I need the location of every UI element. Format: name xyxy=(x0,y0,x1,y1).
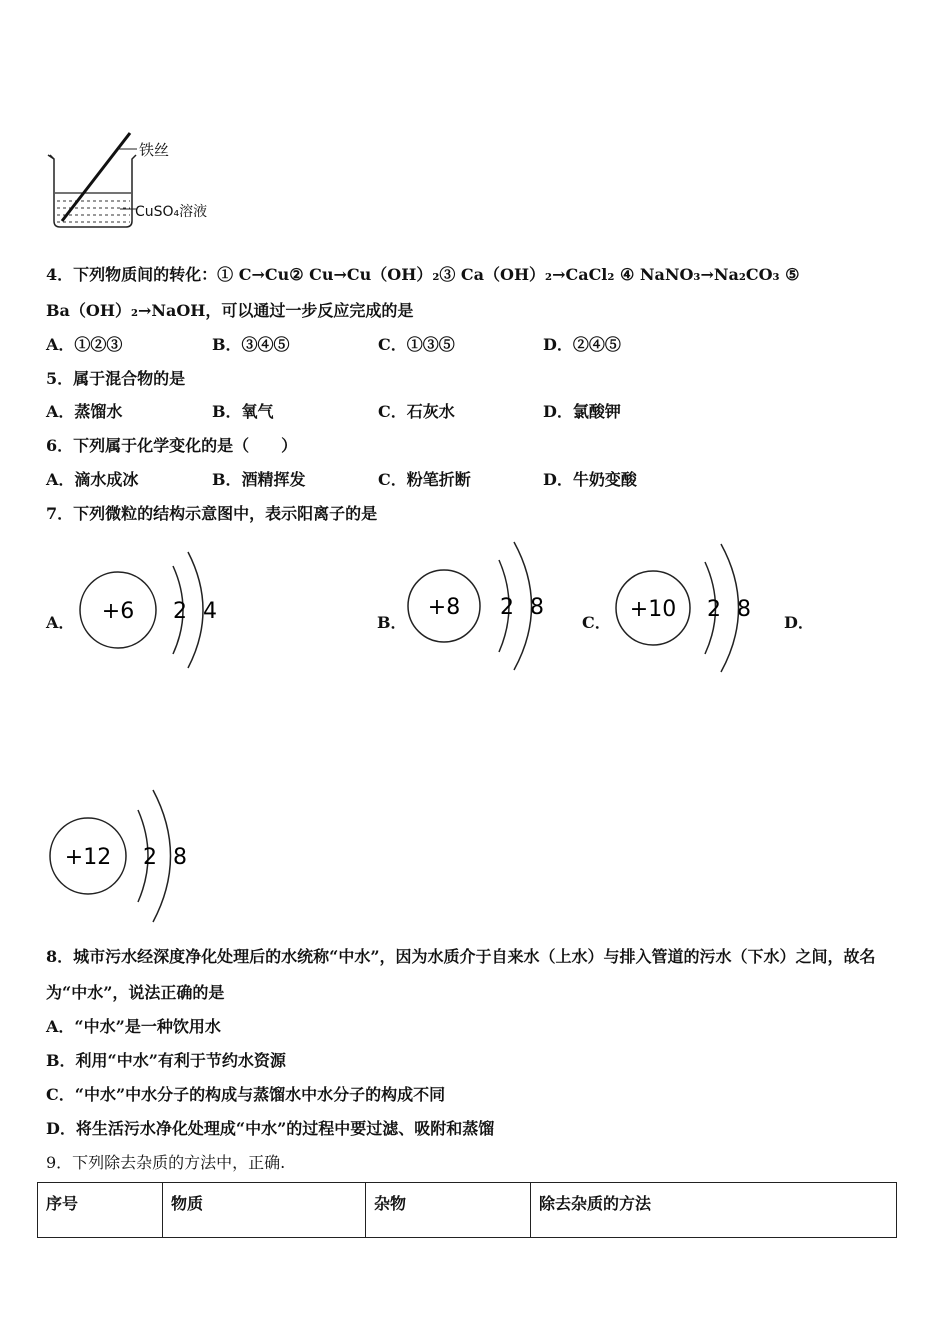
wire-label: 铁丝 xyxy=(139,141,170,159)
shell-1-electrons: 2 xyxy=(143,845,157,870)
header-cell-substance: 物质 xyxy=(163,1183,366,1238)
q6-option-a[interactable]: A．滴水成冰 xyxy=(46,470,139,489)
q4-option-a[interactable]: A．①②③ xyxy=(46,335,123,354)
shell-2-electrons: 8 xyxy=(737,597,751,622)
q7-option-d-label[interactable]: D． xyxy=(784,613,814,632)
q5-stem: 5．属于混合物的是 xyxy=(46,369,186,388)
header-cell-impurity: 杂物 xyxy=(366,1183,531,1238)
table-header-row xyxy=(38,1183,897,1238)
beaker-figure xyxy=(40,125,240,235)
shell-2-electrons: 8 xyxy=(530,595,544,620)
q8-option-a[interactable]: A．“中水”是一种饮用水 xyxy=(46,1017,221,1036)
header-cell-number: 序号 xyxy=(38,1183,163,1238)
q6-stem: 6．下列属于化学变化的是（ ） xyxy=(46,436,298,455)
nucleus-charge: +6 xyxy=(101,599,135,624)
q6-option-b[interactable]: B．酒精挥发 xyxy=(212,470,306,489)
q9-table xyxy=(37,1182,897,1238)
shell-1-electrons: 2 xyxy=(173,599,187,624)
q7-option-b-label[interactable]: B． xyxy=(377,613,407,632)
shell-2-electrons: 8 xyxy=(173,845,187,870)
nucleus-charge: +10 xyxy=(629,597,677,622)
solution-label: CuSO₄溶液 xyxy=(135,204,208,220)
q9-stem: 9．下列除去杂质的方法中，正确. xyxy=(46,1153,286,1172)
q8-option-c[interactable]: C．“中水”中水分子的构成与蒸馏水中水分子的构成不同 xyxy=(46,1085,446,1104)
q4-option-c[interactable]: C．①③⑤ xyxy=(378,335,455,354)
q8-option-d[interactable]: D．将生活污水净化处理成“中水”的过程中要过滤、吸附和蒸馏 xyxy=(46,1119,495,1138)
shell-1-electrons: 2 xyxy=(707,597,721,622)
nucleus-charge: +12 xyxy=(64,845,112,870)
q7-option-a-label[interactable]: A． xyxy=(46,613,75,632)
q7-stem: 7．下列微粒的结构示意图中，表示阳离子的是 xyxy=(46,504,378,523)
shell-2-electrons: 4 xyxy=(203,599,217,624)
shell-1-electrons: 2 xyxy=(500,595,514,620)
q5-option-b[interactable]: B．氧气 xyxy=(212,402,274,421)
q4-stem-line2: Ba（OH）₂→NaOH，可以通过一步反应完成的是 xyxy=(46,301,414,320)
q6-option-c[interactable]: C．粉笔折断 xyxy=(378,470,471,489)
q4-stem-line1: 4．下列物质间的转化：① C→Cu② Cu→Cu（OH）₂③ Ca（OH）₂→CaCl₂ ④ NaNO₃→Na₂CO₃ ⑤ xyxy=(46,265,800,284)
q4-option-b[interactable]: B．③④⑤ xyxy=(212,335,290,354)
q8-stem-line1: 8．城市污水经深度净化处理后的水统称“中水”，因为水质介于自来水（上水）与排入管道的污水（下水）之间，故名 xyxy=(46,947,876,966)
q5-option-a[interactable]: A．蒸馏水 xyxy=(46,402,123,421)
atom-diagram-d xyxy=(48,786,198,926)
q8-option-b[interactable]: B．利用“中水”有利于节约水资源 xyxy=(46,1051,286,1070)
atom-diagram-a xyxy=(78,542,228,682)
atom-diagram-b xyxy=(404,536,554,676)
q7-option-c-label[interactable]: C． xyxy=(582,613,611,632)
q5-option-c[interactable]: C．石灰水 xyxy=(378,402,455,421)
q4-option-d[interactable]: D．②④⑤ xyxy=(543,335,621,354)
atom-diagram-c xyxy=(613,538,763,678)
header-cell-method: 除去杂质的方法 xyxy=(531,1183,897,1238)
q6-option-d[interactable]: D．牛奶变酸 xyxy=(543,470,637,489)
q5-option-d[interactable]: D．氯酸钾 xyxy=(543,402,621,421)
beaker xyxy=(48,155,136,227)
q8-stem-line2: 为“中水”，说法正确的是 xyxy=(46,983,225,1002)
nucleus-charge: +8 xyxy=(427,595,461,620)
